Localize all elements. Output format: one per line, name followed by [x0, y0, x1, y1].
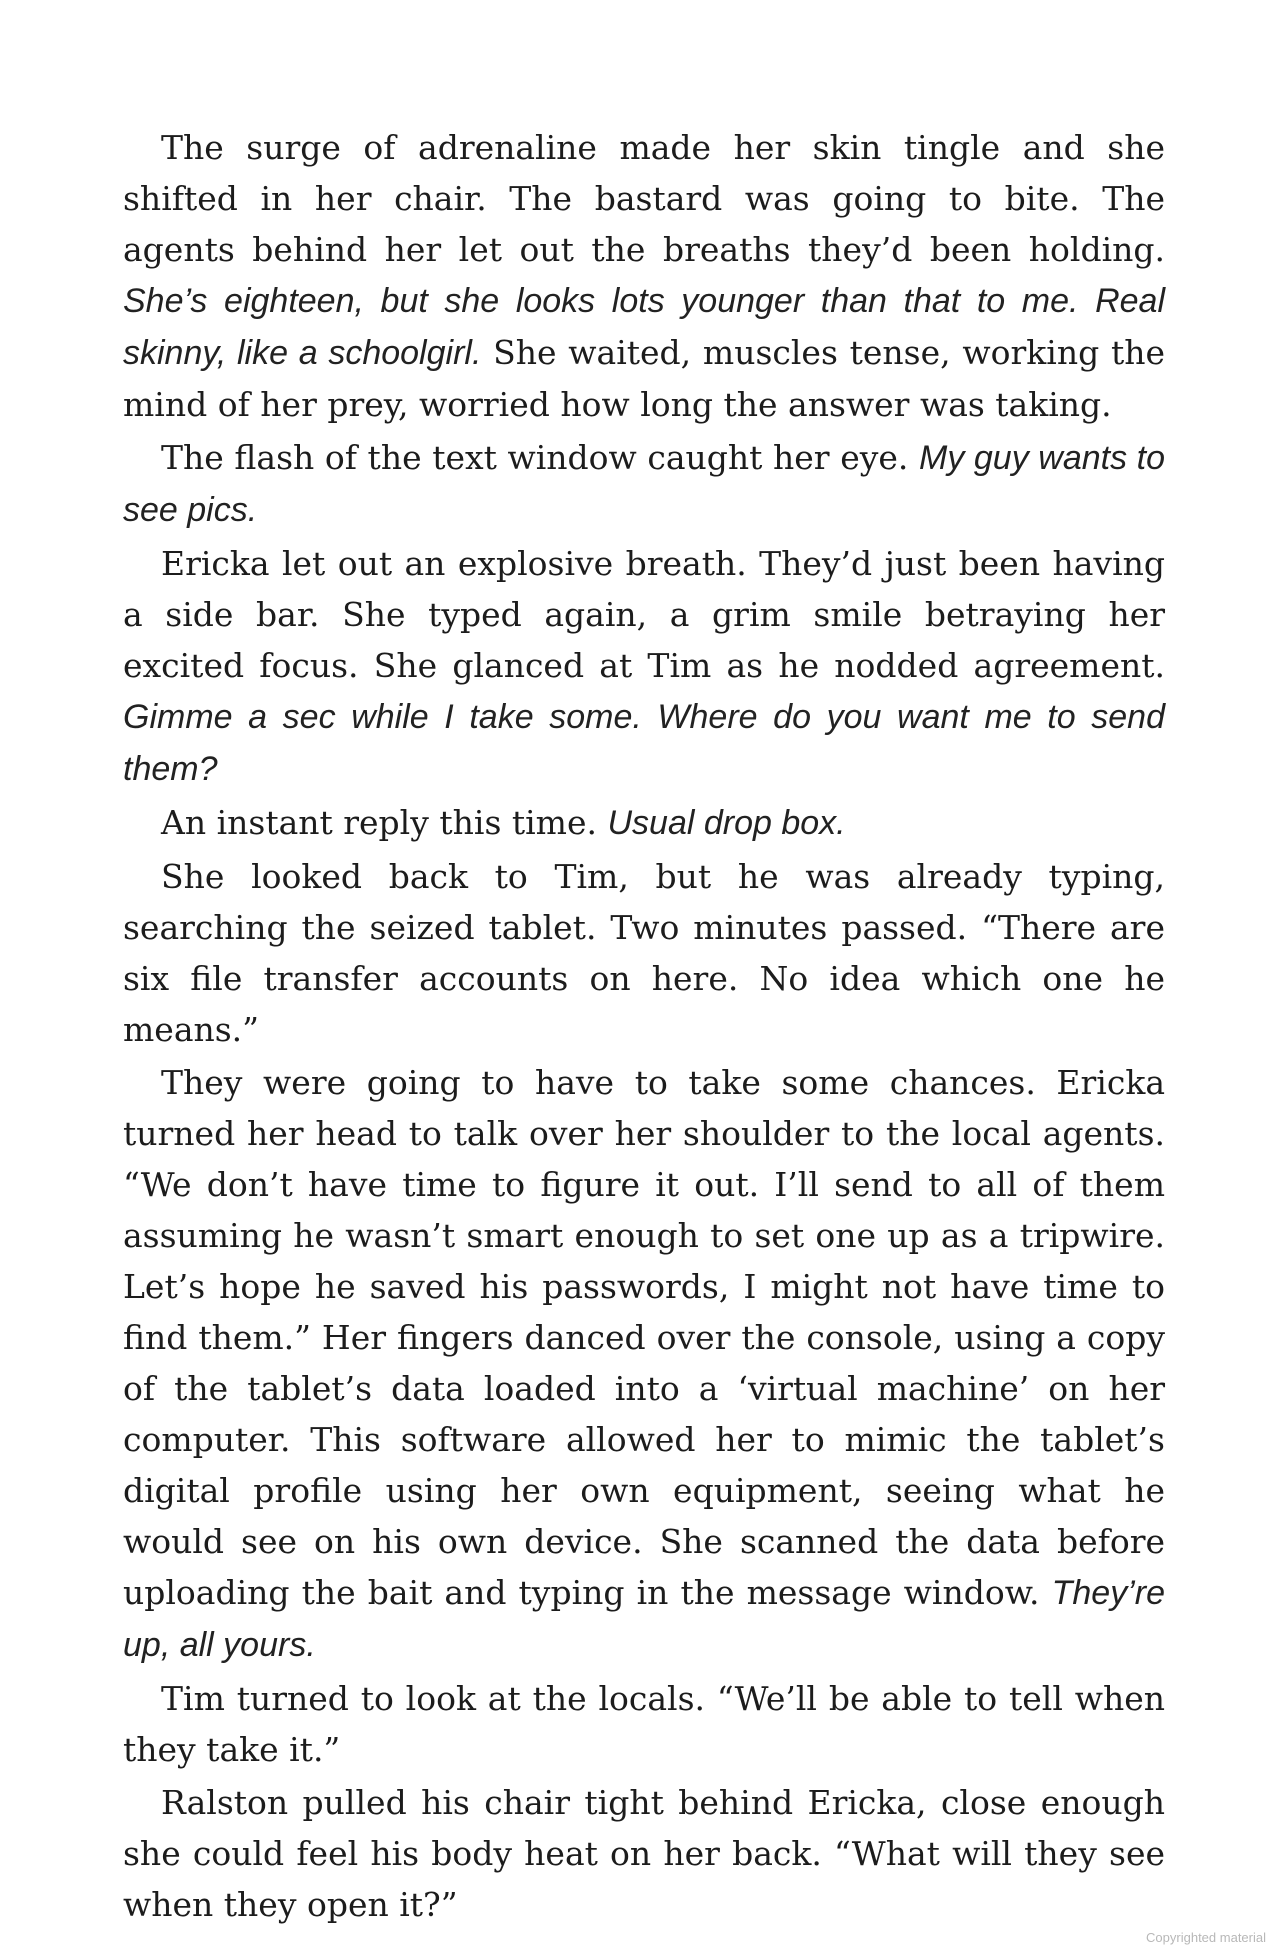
chat-message-text: Gimme a sec while I take some. Where do you want me to send them?: [123, 698, 1165, 788]
book-page-body: [123, 122, 1165, 1930]
chat-message-text: She’s eighteen, but she looks lots younger than that to me. Real skinny, like a schoolgirl.: [123, 282, 1165, 372]
narrative-text: Ericka let out an explosive breath. They’d just been having a side bar. She typed again, a grim smile betraying her excited focus. She glanced at Tim as he nodded agreement.: [123, 544, 1165, 685]
paragraph-2: [123, 432, 1165, 536]
paragraph-3: [123, 538, 1165, 795]
narrative-text: An instant reply this time.: [161, 803, 608, 842]
narrative-text: She waited, muscles tense, working the mind of her prey, worried how long the answer was taking.: [123, 333, 1165, 424]
narrative-text: The flash of the text window caught her eye.: [161, 438, 919, 477]
copyright-watermark: Copyrighted material: [1146, 1930, 1266, 1945]
chat-message-text: They’re up, all yours.: [123, 1574, 1165, 1664]
chat-message-text: My guy wants to see pics.: [123, 439, 1165, 529]
narrative-text: They were going to have to take some chances. Ericka turned her head to talk over her shoulder to the local agents. “We don’t have time to figure it out. I’ll send to all of them assuming he wasn’t smart enough to set one up as a tripwire. Let’s hope he saved his passwords, I might not have time to find them.” Her fingers danced over the console, using a copy of the tablet’s data loaded into a ‘virtual machine’ on her computer. This software allowed her to mimic the tablet’s digital profile using her own equipment, seeing what he would see on his own device. She scanned the data before uploading the bait and typing in the message window.: [123, 1063, 1165, 1612]
paragraph-1: [123, 122, 1165, 430]
narrative-text: Ralston pulled his chair tight behind Ericka, close enough she could feel his body heat on her back. “What will they see when they open it?”: [123, 1783, 1165, 1924]
paragraph-8: [123, 1777, 1165, 1930]
narrative-text: Tim turned to look at the locals. “We’ll be able to tell when they take it.”: [123, 1679, 1165, 1769]
paragraph-7: [123, 1673, 1165, 1775]
narrative-text: The surge of adrenaline made her skin tingle and she shifted in her chair. The bastard was going to bite. The agents behind her let out the breaths they’d been holding.: [123, 128, 1165, 269]
narrative-text: She looked back to Tim, but he was already typing, searching the seized tablet. Two minutes passed. “There are six file transfer accounts on here. No idea which one he means.”: [123, 857, 1165, 1049]
paragraph-6: [123, 1057, 1165, 1671]
paragraph-4: [123, 797, 1165, 849]
paragraph-5: [123, 851, 1165, 1055]
chat-message-text: Usual drop box.: [607, 804, 846, 842]
